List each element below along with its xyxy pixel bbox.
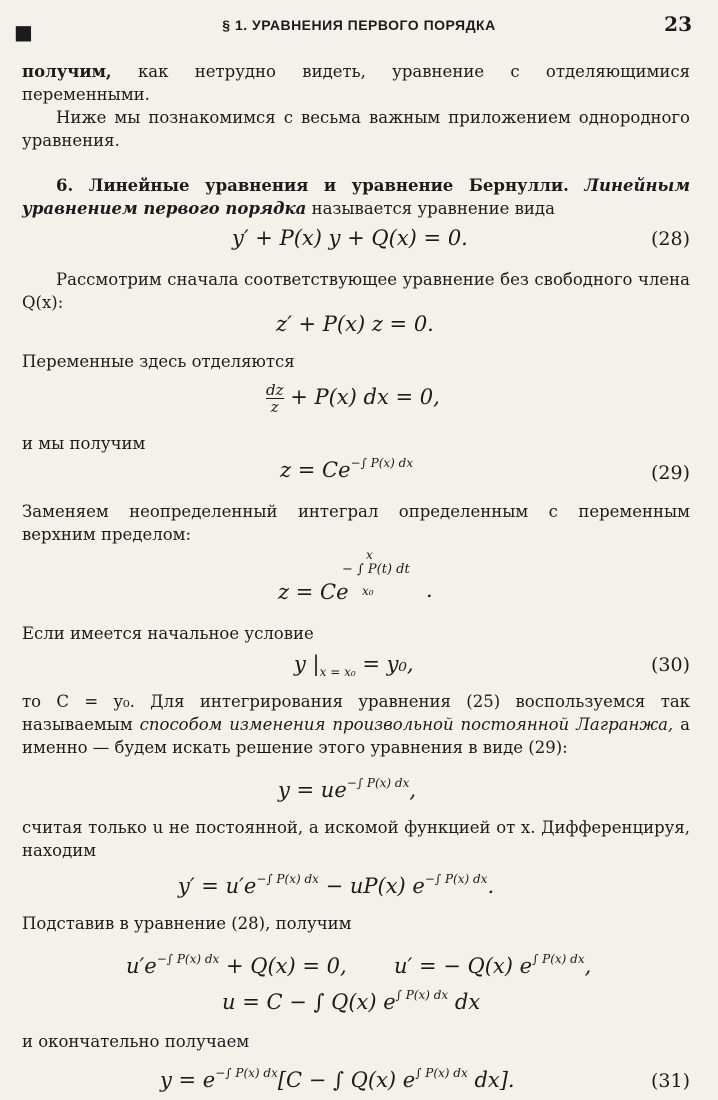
lagrange-text-a: то C = y₀. Для интегрирования уравнения (25) воспользуемся так называемым bbox=[22, 692, 690, 734]
substitution-exponent: −∫ P(x) dx bbox=[346, 776, 410, 790]
eq31-exp: −∫ P(x) dx bbox=[215, 1066, 278, 1080]
derivative-exp2: −∫ P(x) dx bbox=[424, 872, 488, 886]
page-number: 23 bbox=[664, 12, 692, 36]
equation-definite bbox=[278, 580, 349, 604]
integral-upper-limit: x bbox=[366, 548, 373, 562]
page-corner-mark: ■ bbox=[14, 20, 33, 44]
equation-28: y′ + P(x) y + Q(x) = 0. bbox=[232, 226, 468, 250]
eq31-c: dx]. bbox=[467, 1068, 515, 1092]
eq30-lhs: y | bbox=[294, 652, 320, 676]
paragraph-homogeneous: Ниже мы познакомимся с весьма важным приложением однородного уравнения. bbox=[22, 108, 690, 150]
substitution-base: y = ue bbox=[278, 778, 347, 802]
eq30-rhs: = y₀, bbox=[355, 652, 414, 676]
fraction-numerator: dz bbox=[266, 381, 284, 399]
derivative-b: − uP(x) e bbox=[318, 874, 425, 898]
eq31-b: [C − ∫ Q(x) e bbox=[277, 1068, 416, 1092]
substitution-comma: , bbox=[409, 778, 417, 802]
running-header: § 1. УРАВНЕНИЯ ПЕРВОГО ПОРЯДКА bbox=[222, 17, 496, 33]
separated-rest: + P(x) dx = 0, bbox=[290, 385, 440, 409]
intro-bold-word: получим, bbox=[22, 62, 112, 81]
definite-exponent: − ∫ P(t) dt bbox=[342, 562, 410, 577]
equation-u-prime bbox=[126, 952, 347, 978]
paragraph-lagrange bbox=[22, 690, 690, 759]
equation-number-30: (30) bbox=[650, 654, 690, 676]
definition-rest: называется уравнение вида bbox=[306, 199, 555, 218]
equation-29 bbox=[280, 456, 413, 482]
paragraph-separate: Переменные здесь отделяются bbox=[22, 352, 295, 371]
paragraph-differentiate: считая только u не постоянной, а искомой функцией от x. Дифференцируя, находим bbox=[22, 818, 690, 860]
equation-homogeneous: z′ + P(x) z = 0. bbox=[276, 312, 434, 336]
u-a: u = C − ∫ Q(x) e bbox=[222, 990, 396, 1014]
derivative-a: y′ = u′e bbox=[178, 874, 257, 898]
fraction-denominator: z bbox=[270, 398, 279, 416]
paragraph-intro bbox=[22, 60, 690, 106]
equation-derivative bbox=[178, 872, 494, 898]
u-exp: ∫ P(x) dx bbox=[395, 988, 449, 1002]
eq31-a: y = e bbox=[160, 1068, 216, 1092]
u-prime-solved-exp: ∫ P(x) dx bbox=[532, 952, 585, 966]
equation-31 bbox=[160, 1066, 515, 1092]
equation-u bbox=[222, 988, 480, 1014]
eq29-exponent: −∫ P(x) dx bbox=[350, 456, 414, 470]
u-prime-exp: −∫ P(x) dx bbox=[156, 952, 220, 966]
equation-separated bbox=[266, 382, 440, 415]
u-prime-solved-end: , bbox=[584, 954, 592, 978]
equation-30 bbox=[294, 652, 414, 679]
eq29-base: z = Ce bbox=[280, 458, 351, 482]
paragraph-substituted: Подставив в уравнение (28), получим bbox=[22, 914, 352, 933]
paragraph-final: и окончательно получаем bbox=[22, 1032, 250, 1051]
definition-term: Линейным уравнением первого порядка bbox=[22, 176, 690, 218]
section-6-heading: 6. Линейные уравнения и уравнение Бернулли. bbox=[56, 176, 569, 195]
definite-base: z = Ce bbox=[278, 580, 349, 604]
paragraph-replace: Заменяем неопределенный интеграл определенным с переменным верхним пределом: bbox=[22, 502, 690, 544]
derivative-exp1: −∫ P(x) dx bbox=[256, 872, 319, 886]
eq30-subscript: x = x₀ bbox=[319, 665, 356, 679]
equation-substitution bbox=[278, 776, 416, 802]
eq31-exp2: ∫ P(x) dx bbox=[415, 1066, 468, 1080]
integral-lower-limit: x₀ bbox=[362, 584, 374, 598]
intro-rest: как нетрудно видеть, уравнение с отделяющимися переменными. bbox=[22, 62, 690, 104]
u-prime-a: u′e bbox=[126, 954, 157, 978]
equation-number-29: (29) bbox=[650, 462, 690, 484]
lagrange-method: способом изменения произвольной постоянной Лагранжа, bbox=[139, 715, 674, 734]
fraction-dz-z bbox=[266, 382, 284, 415]
paragraph-get: и мы получим bbox=[22, 434, 146, 453]
equation-number-28: (28) bbox=[650, 228, 690, 250]
section-6-paragraph bbox=[22, 174, 690, 220]
equation-u-prime-solved bbox=[394, 952, 591, 978]
u-prime-solved-a: u′ = − Q(x) e bbox=[394, 954, 533, 978]
lagrange-text-b: а именно — будем искать решение этого уравнения в виде (29): bbox=[22, 715, 690, 757]
paragraph-initial-condition: Если имеется начальное условие bbox=[22, 624, 314, 643]
equation-number-31: (31) bbox=[650, 1070, 690, 1092]
paragraph-consider: Рассмотрим сначала соответствующее уравнение без свободного члена Q(x): bbox=[22, 270, 690, 312]
definite-period: . bbox=[426, 578, 433, 602]
u-prime-b: + Q(x) = 0, bbox=[219, 954, 347, 978]
u-b: dx bbox=[448, 990, 481, 1014]
derivative-end: . bbox=[487, 874, 495, 898]
